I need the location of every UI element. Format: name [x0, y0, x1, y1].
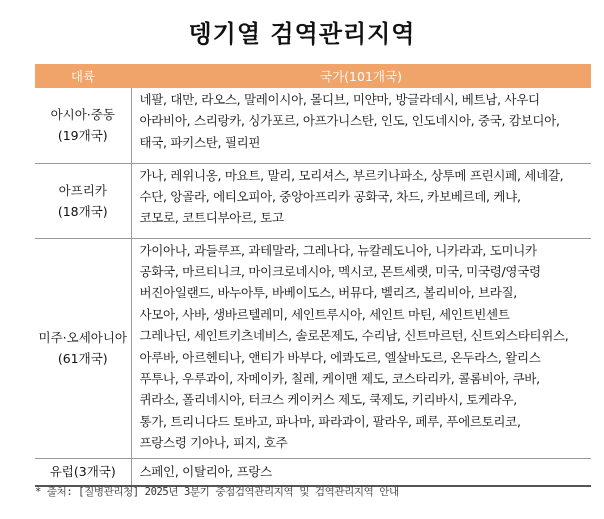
table-header-row [35, 64, 591, 88]
header-region: 대륙 [35, 64, 131, 88]
region-name: 미주·오세아니아 [38, 330, 127, 345]
table-row-asia [35, 88, 591, 163]
table-row-africa [35, 163, 591, 238]
region-cell [35, 238, 131, 458]
region-count: (61개국) [57, 351, 108, 366]
region-count: (18개국) [57, 203, 108, 219]
countries-cell: 가나, 레위니옹, 마요트, 말리, 모리셔스, 부르키나파소, 상투메 프린시페, 세네갈, 수단, 앙골라, 에티오피아, 중앙아프리카 공화국, 차드, 카보베르데, 케냐, 코모로, 코트디부아르, 토고 [131, 163, 591, 238]
table-row-americas-oceania [35, 238, 591, 458]
countries-cell: 네팔, 대만, 라오스, 말레이시아, 몰디브, 미얀마, 방글라데시, 베트남, 사우디 아라비아, 스리랑카, 싱가포르, 아프가니스탄, 인도, 인도네시아, 중국, 캄보디아, 태국, 파키스탄, 필리핀 [131, 88, 591, 163]
countries-cell: 스페인, 이탈리아, 프랑스 [131, 458, 591, 486]
header-countries: 국가(101개국) [131, 64, 591, 88]
region-name: 유럽(3개국) [49, 464, 116, 480]
region-name: 아프리카 [58, 182, 107, 198]
region-count: (19개국) [57, 128, 108, 144]
page-title: 뎅기열 검역관리지역 [188, 20, 416, 48]
region-cell [35, 458, 131, 486]
region-name: 아시아·중동 [50, 107, 115, 123]
table-row-europe [35, 458, 591, 486]
region-cell [35, 88, 131, 163]
region-cell [35, 163, 131, 238]
countries-cell: 가이아나, 과들루프, 과테말라, 그레나다, 뉴칼레도니아, 니카라과, 도미니카 공화국, 마르티니크, 마이크로네시아, 멕시코, 몬트세랫, 미국, 미국령/영국령 버진아일랜드, 바누아투, 바베이도스, 버뮤다, 벨리즈, 볼리비아, 브라질, 사모아, 사바, 생바르텔레미, 세인트루시아, 세인트 마틴, 세인트빈센트 그레나딘, 세인트키츠네비스, 솔로몬제도, 수리남, 신트마르턴, 신트외스타티위스, 아루바, 아르헨티나, 앤티가 바부다, 에콰도르, 엘살바도르, 온두라스, 왈리스 푸투나, 우루과이, 자메이카, 칠레, 케이맨 제도, 코스타리카, 콜롬비아, 쿠바, 퀴라소, 폴리네시아, 터크스 케이커스 제도, 쿡제도, 키리바시, 토케라우, 통가, 트리니다드 토바고, 파나마, 파라과이, 팔라우, 페루, 푸에르토리코, 프랑스령 기아나, 피지, 호주 [131, 238, 591, 458]
quarantine-region-table [35, 64, 591, 487]
source-note: * 출처: [질병관리청] 2025년 3분기 중점검역관리지역 및 검역관리지역 안내 [35, 486, 399, 498]
